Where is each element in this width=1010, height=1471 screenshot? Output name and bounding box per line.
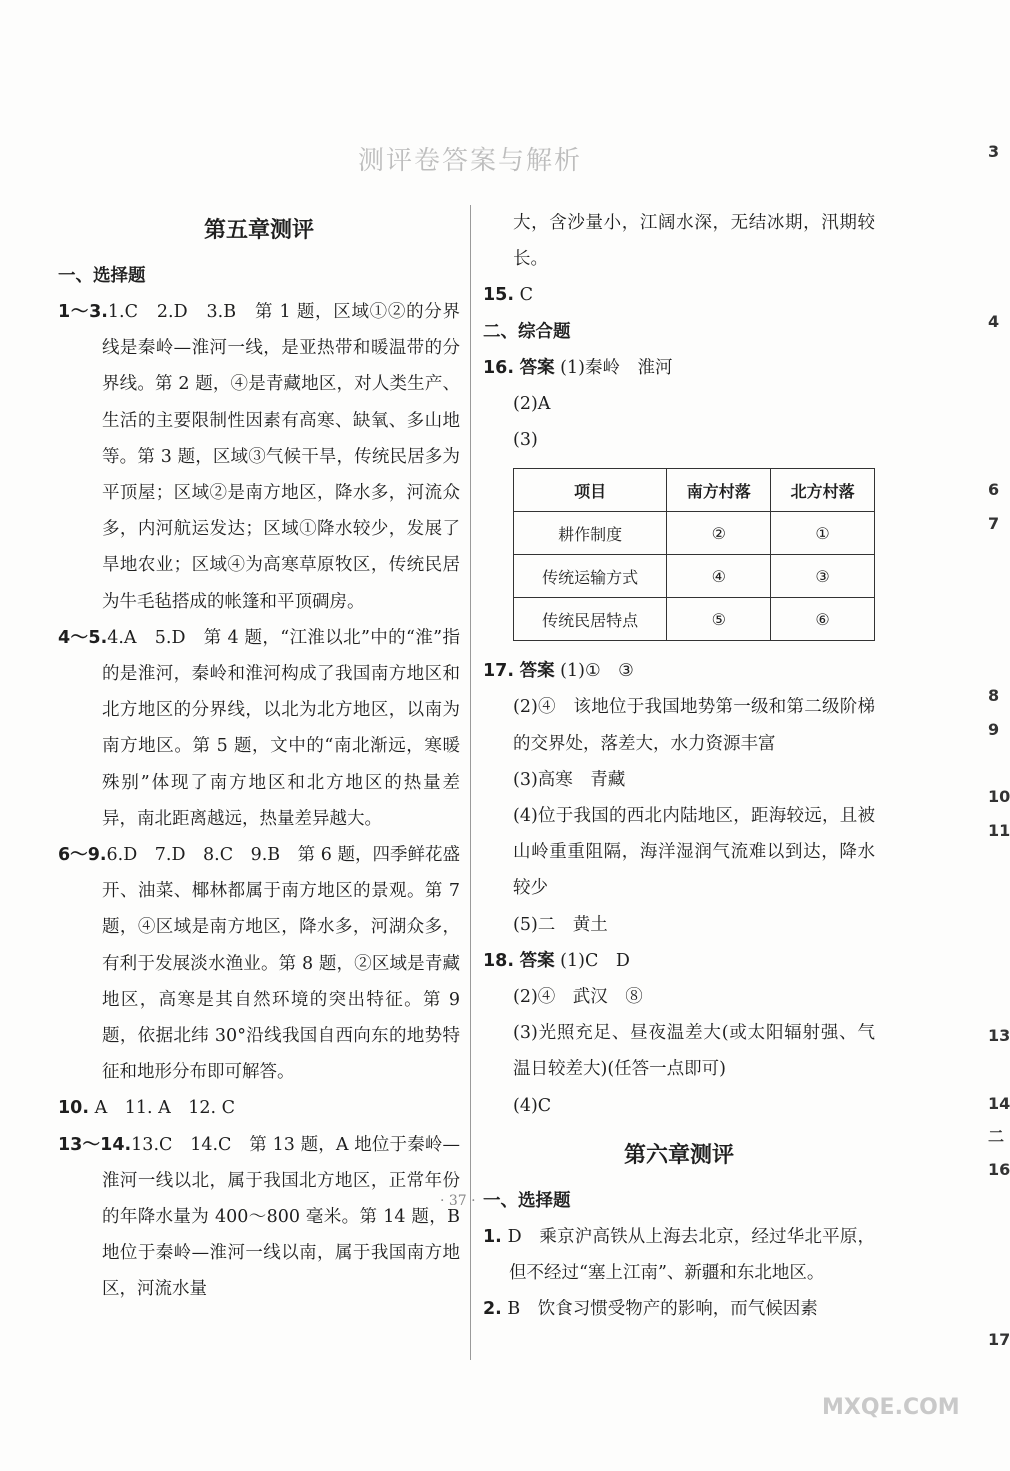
- table-cell: ⑥: [771, 598, 875, 641]
- edge-fragment: 9: [988, 720, 1000, 739]
- table-cell: ①: [771, 512, 875, 555]
- page-number: · 37 ·: [440, 1193, 476, 1209]
- edge-fragment: 7: [988, 514, 1000, 533]
- table-header: 项目: [514, 469, 667, 512]
- page-title: 测评卷答案与解析: [357, 146, 582, 176]
- item-number: 17.: [483, 661, 515, 682]
- item-number: 13～14.: [58, 1134, 132, 1155]
- answer-item: [483, 350, 875, 386]
- item-number: 15.: [483, 285, 515, 306]
- answer-line: (2)④ 武汉 ⑧: [513, 987, 643, 1008]
- answer-item: [58, 620, 460, 837]
- answer-item: [58, 1090, 460, 1126]
- answer-keyword: 答案: [519, 357, 555, 378]
- item-text: (1)C D: [560, 950, 630, 971]
- chapter-title: 第六章测评: [623, 1142, 734, 1168]
- edge-fragment: 10: [988, 787, 1010, 806]
- answer-line: (2)④ 该地位于我国地势第一级和第二级阶梯的交界处，落差大，水力资源丰富: [513, 697, 875, 754]
- column-divider: [470, 205, 471, 1360]
- table-cell: ④: [667, 555, 771, 598]
- right-column: [483, 205, 875, 1327]
- answer-table: [513, 468, 875, 641]
- edge-fragment: 16: [988, 1160, 1010, 1179]
- table-row: [514, 555, 875, 598]
- table-header: 北方村落: [771, 469, 875, 512]
- item-text: 4.A 5.D 第 4 题，“江淮以北”中的“淮”指的是淮河，秦岭和淮河构成了我国南方地区和北方地区的分界线，以北为北方地区，以南为南方地区。第 5 题，文中的“南北渐远，寒暖殊别”体现了南方地区和北方地区的热量差异，南北距离越远，热量差异越大。: [102, 627, 460, 829]
- table-cell: ③: [771, 555, 875, 598]
- answer-keyword: 答案: [519, 950, 555, 971]
- item-number: 1.: [483, 1226, 502, 1247]
- answer-item: [58, 837, 460, 1090]
- answer-item: [58, 1127, 460, 1308]
- item-text: B 饮食习惯受物产的影响，而气候因素: [507, 1299, 818, 1320]
- answer-item: [483, 653, 875, 689]
- item-number: 6～9.: [58, 845, 107, 866]
- item-number: 10.: [58, 1098, 90, 1119]
- item-text: D 乘京沪高铁从上海去北京，经过华北平原，但不经过“塞上江南”、新疆和东北地区。: [507, 1226, 875, 1284]
- edge-fragment: 11: [988, 821, 1010, 840]
- table-cell: 耕作制度: [514, 512, 667, 555]
- answer-item: [483, 943, 875, 979]
- section-heading: 一、选择题: [483, 1190, 571, 1211]
- table-cell: ②: [667, 512, 771, 555]
- answer-item: [483, 277, 875, 313]
- table-cell: 传统民居特点: [514, 598, 667, 641]
- answer-line: (4)位于我国的西北内陆地区，距海较远，且被山岭重重阻隔，海洋湿润气流难以到达，降水较少: [513, 806, 875, 899]
- answer-line: (3)高寒 青藏: [513, 769, 626, 790]
- edge-fragment: 3: [988, 142, 1000, 161]
- left-column: [58, 205, 460, 1308]
- table-header-row: [514, 469, 875, 512]
- item-number: 1～3.: [58, 302, 108, 322]
- item-number: 16.: [483, 357, 515, 378]
- item-text: 13.C 14.C 第 13 题，A 地位于秦岭—淮河一线以北，属于我国北方地区，正常年份的年降水量为 400～800 毫米。第 14 题，B 地位于秦岭—淮河一线以南，属于我国南方地区，河流水量: [102, 1134, 460, 1300]
- item-text: (1)① ③: [560, 661, 634, 682]
- edge-fragment: 8: [988, 686, 1000, 705]
- answer-line: (5)二 黄土: [513, 914, 608, 935]
- item-text: 6.D 7.D 8.C 9.B 第 6 题，四季鲜花盛开、油菜、椰林都属于南方地区的景观。第 7 题，④区域是南方地区，降水多，河湖众多，有利于发展淡水渔业。第 8 题，②区域是青藏地区，高寒是其自然环境的突出特征。第 9 题，依据北纬 30°沿线我国自西向东的地势特征和地形分布即可解答。: [102, 845, 460, 1083]
- answer-item: [58, 294, 460, 620]
- watermark: MXQE.COM: [822, 1395, 960, 1420]
- item-text: C: [519, 285, 533, 306]
- section-heading: 一、选择题: [58, 266, 146, 286]
- table-row: [514, 598, 875, 641]
- edge-fragment: 13: [988, 1026, 1010, 1045]
- answer-line: (2)A: [513, 393, 551, 414]
- item-number: 18.: [483, 950, 515, 971]
- edge-fragment: 二: [988, 1127, 1005, 1146]
- edge-fragment: 17: [988, 1330, 1010, 1349]
- item-number: 4～5.: [58, 627, 108, 648]
- answer-line: (4)C: [513, 1095, 552, 1116]
- continued-text: 大，含沙量小，江阔水深，无结冰期，汛期较长。: [513, 213, 875, 270]
- table-row: [514, 512, 875, 555]
- answer-item: [483, 1219, 875, 1291]
- table-cell: 传统运输方式: [514, 555, 667, 598]
- answer-line: (3)光照充足、昼夜温差大(或太阳辐射强、气温日较差大)(任答一点即可): [513, 1023, 875, 1080]
- chapter-title: 第五章测评: [203, 218, 314, 243]
- answer-item: [483, 1291, 875, 1327]
- table-cell: ⑤: [667, 598, 771, 641]
- item-number: 2.: [483, 1299, 502, 1320]
- table-header: 南方村落: [667, 469, 771, 512]
- answer-line: (3): [513, 430, 538, 451]
- answer-keyword: 答案: [519, 661, 555, 682]
- section-heading: 二、综合题: [483, 321, 571, 342]
- edge-fragment: 6: [988, 480, 1000, 499]
- edge-fragment: 14: [988, 1094, 1010, 1113]
- item-text: A 11. A 12. C: [94, 1098, 236, 1119]
- item-text: 1.C 2.D 3.B 第 1 题，区域①②的分界线是秦岭—淮河一线，是亚热带和暖温带的分界线。第 2 题，④是青藏地区，对人类生产、生活的主要限制性因素有高寒、缺氧、多山地等。第 3 题，区域③气候干旱，传统民居多为平顶屋；区域②是南方地区，降水多，河流众多，内河航运发达；区域①降水较少，发展了旱地农业；区域④为高寒草原牧区，传统民居为牛毛毡搭成的帐篷和平顶碉房。: [102, 302, 460, 612]
- item-text: (1)秦岭 淮河: [560, 357, 673, 378]
- edge-fragment: 4: [988, 312, 1000, 331]
